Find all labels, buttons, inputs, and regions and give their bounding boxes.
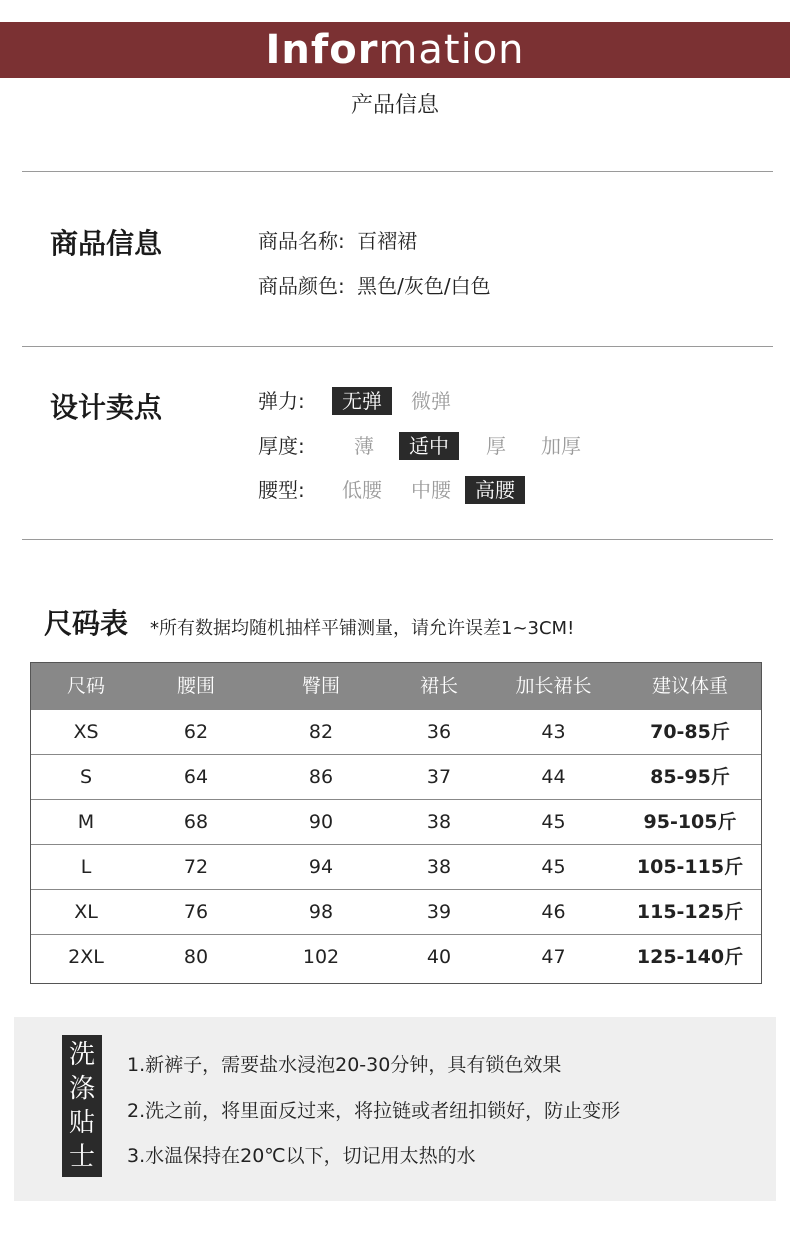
table-row: [31, 709, 761, 754]
cell-skirt-length: 40: [426, 946, 452, 968]
care-badge-char: 士: [68, 1142, 95, 1172]
cell-hip: 98: [308, 901, 334, 923]
cell-size: L: [80, 856, 92, 878]
cell-extended-length: 46: [541, 901, 566, 923]
waist-option-low: 低腰: [342, 478, 382, 502]
size-table: [30, 662, 762, 984]
banner-title-bold: Infor: [265, 27, 379, 73]
banner-title: [265, 22, 524, 78]
cell-skirt-length: 38: [426, 811, 452, 833]
header-hip: 臀围: [301, 675, 340, 697]
cell-hip: 86: [308, 766, 334, 788]
table-row: [31, 799, 761, 844]
cell-waist: 80: [183, 946, 209, 968]
cell-hip: 90: [308, 811, 334, 833]
cell-waist: 64: [183, 766, 209, 788]
cell-skirt-length: 38: [426, 856, 452, 878]
banner-title-light: mation: [378, 27, 525, 73]
cell-extended-length: 44: [541, 766, 566, 788]
cell-hip: 94: [308, 856, 334, 878]
cell-extended-length: 45: [541, 856, 566, 878]
header-size: 尺码: [66, 675, 105, 697]
care-tip: 1.新裤子，需要盐水浸泡20-30分钟，具有锁色效果: [127, 1054, 562, 1076]
thickness-option-extra-thick: 加厚: [541, 434, 581, 458]
elasticity-label: 弹力:: [258, 389, 305, 413]
cell-weight: 85-95斤: [650, 766, 730, 788]
cell-weight: 95-105斤: [643, 811, 737, 833]
cell-size: S: [79, 766, 93, 788]
cell-weight: 105-115斤: [636, 856, 744, 878]
table-row: [31, 844, 761, 889]
product-name-row: [258, 225, 417, 254]
cell-skirt-length: 39: [426, 901, 452, 923]
header-extended-length: 加长裙长: [515, 675, 592, 697]
care-tip: 3.水温保持在20℃以下，切记用太热的水: [127, 1145, 476, 1167]
cell-waist: 68: [183, 811, 209, 833]
header-weight: 建议体重: [651, 675, 728, 697]
table-row: [31, 889, 761, 934]
table-row: [31, 754, 761, 799]
cell-size: XS: [73, 721, 99, 743]
cell-skirt-length: 37: [426, 766, 452, 788]
elasticity-option-none: 无弹: [332, 387, 392, 415]
divider: [22, 346, 773, 347]
waist-label: 腰型:: [258, 478, 305, 502]
cell-waist: 72: [183, 856, 209, 878]
cell-extended-length: 43: [541, 721, 566, 743]
product-name-value: 百褶裙: [357, 229, 418, 253]
header-waist: 腰围: [176, 675, 215, 697]
cell-weight: 70-85斤: [650, 721, 730, 743]
cell-waist: 76: [183, 901, 209, 923]
product-color-value: 黑色/灰色/白色: [357, 274, 491, 298]
design-points-heading: 设计卖点: [50, 391, 163, 424]
product-info-heading: 商品信息: [50, 227, 163, 260]
cell-hip: 102: [302, 946, 340, 968]
thickness-label: 厚度:: [258, 434, 305, 458]
care-tip: 2.洗之前，将里面反过来，将拉链或者纽扣锁好，防止变形: [127, 1100, 621, 1122]
care-badge-char: 洗: [68, 1040, 95, 1070]
product-color-label: 商品颜色:: [258, 274, 345, 298]
cell-skirt-length: 36: [426, 721, 452, 743]
care-badge-char: 涤: [68, 1074, 95, 1104]
divider: [22, 539, 773, 540]
cell-weight: 125-140斤: [636, 946, 744, 968]
cell-size: 2XL: [68, 946, 104, 968]
cell-extended-length: 47: [541, 946, 566, 968]
table-row: [31, 934, 761, 979]
care-tips-panel: [14, 1017, 776, 1201]
cell-weight: 115-125斤: [636, 901, 744, 923]
care-badge-char: 贴: [68, 1108, 95, 1138]
waist-option-high: 高腰: [465, 476, 525, 504]
product-color-row: [258, 270, 491, 299]
cell-waist: 62: [183, 721, 209, 743]
waist-option-mid: 中腰: [411, 478, 451, 502]
cell-size: XL: [74, 901, 98, 923]
cell-hip: 82: [308, 721, 334, 743]
size-table-header: [31, 663, 761, 709]
page-subtitle: 产品信息: [350, 93, 439, 118]
product-name-label: 商品名称:: [258, 229, 345, 253]
cell-size: M: [77, 811, 95, 833]
header-skirt-length: 裙长: [419, 675, 458, 697]
cell-extended-length: 45: [541, 811, 566, 833]
elasticity-option-slight: 微弹: [411, 389, 451, 413]
thickness-option-medium: 适中: [399, 432, 459, 460]
thickness-option-thin: 薄: [354, 434, 374, 458]
size-chart-note: *所有数据均随机抽样平铺测量，请允许误差1~3CM!: [150, 618, 575, 639]
header-banner: [0, 22, 790, 78]
divider: [22, 171, 773, 172]
thickness-option-thick: 厚: [486, 434, 506, 458]
size-chart-title: 尺码表: [44, 607, 129, 640]
care-badge: [62, 1035, 102, 1177]
